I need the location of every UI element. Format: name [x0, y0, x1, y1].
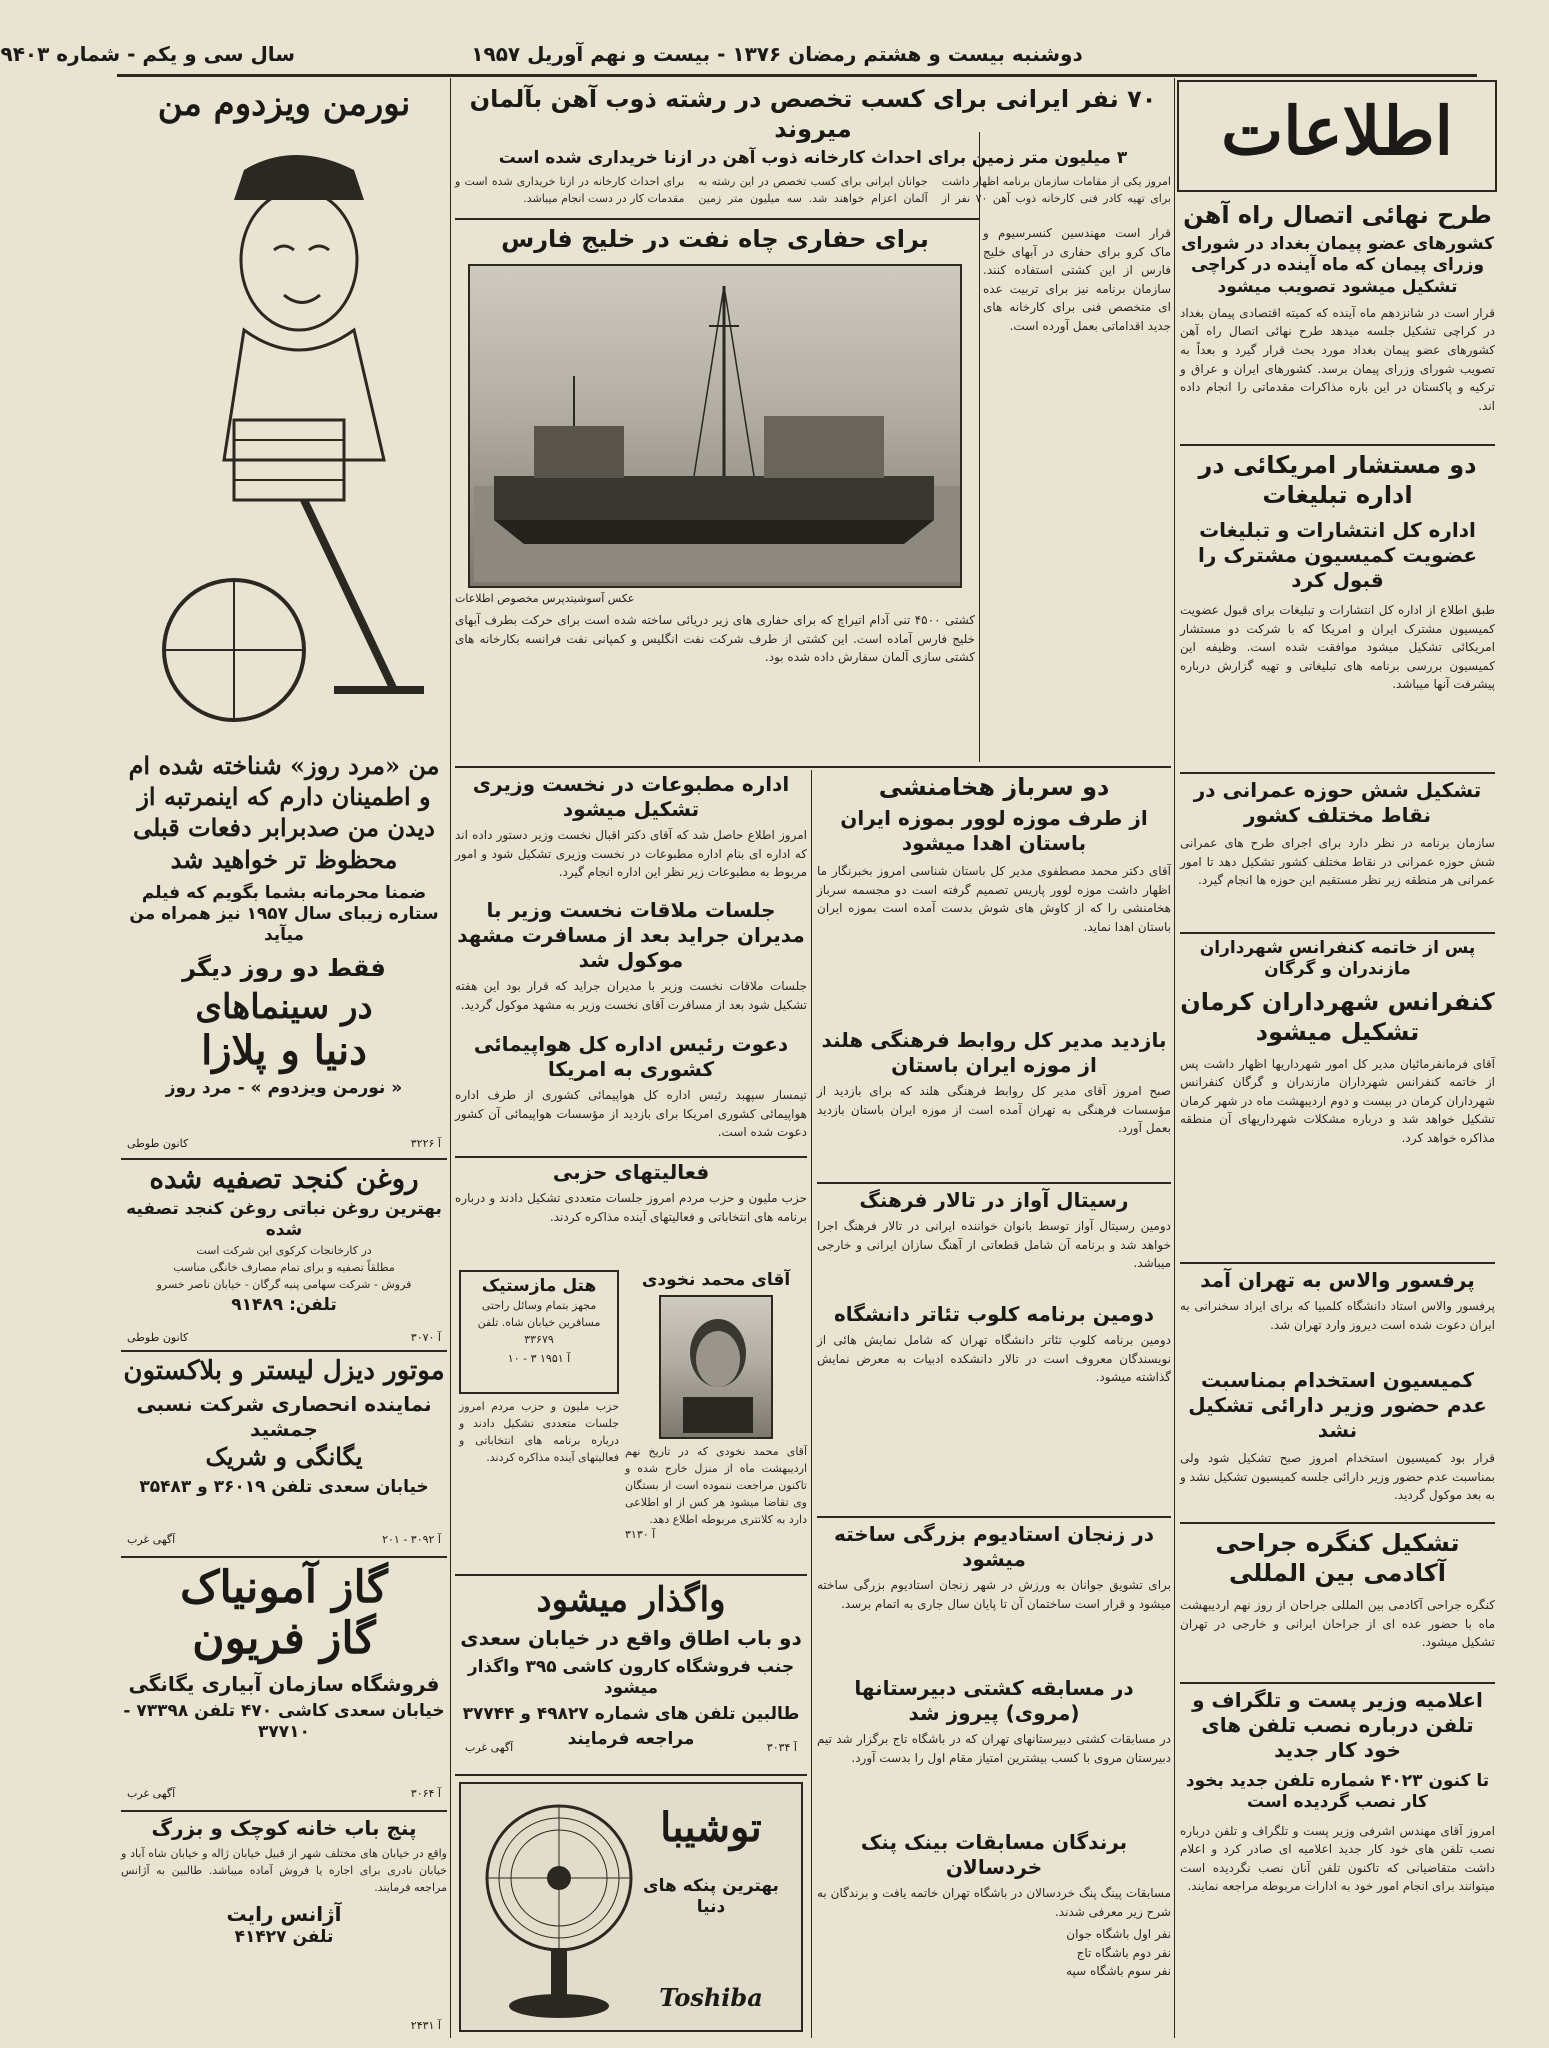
stadium-headline: در زنجان استادیوم بزرگی ساخته میشود: [833, 1522, 1155, 1571]
mayors-body: آقای فرمانفرمائیان مدیر کل امور شهرداریها اظهار داشت پس از خاتمه کنفرانس شهرداران مازندران و گرگان کنفرانس شهرداران کرمان در بیست و دوم اردیبهشت ماه در شهر کرمان تشکیل خواهد شد و درباره مشکلات شهرداریهای آن منطقه مذاکره خواهد کرد.: [1180, 1056, 1495, 1145]
achaemenid-body: آقای دکتر محمد مصطفوی مدیر کل باستان شناسی امروز بخبرنگار ما اظهار داشت موزه لوور پاریس تصمیم گرفته است دو مجسمه سرباز هخامنشی را که از کاوش های شوش بدست آمده است بموزه ایران باستان اهدا نماید.: [817, 864, 1171, 934]
achaemenid-subheadline: از طرف موزه لوور بموزه ایران باستان اهدا میشود: [840, 806, 1148, 855]
advisor-subheadline: اداره کل انتشارات و تبلیغات عضویت کمیسیون مشترک را قبول کرد: [1198, 518, 1477, 592]
diesel-title: موتور دیزل لیستر و بلاکستون: [123, 1356, 445, 1386]
hotel-title: هتل مازستیک: [481, 1276, 597, 1296]
houses-title: پنج باب خانه کوچک و بزرگ: [151, 1816, 417, 1840]
winners-headline: برندگان مسابقات بینک پنک خردسالان: [860, 1830, 1128, 1879]
portrait-code: آ ۳۱۳۰: [625, 1528, 656, 1542]
norman-illustration: [124, 130, 444, 750]
issue-date: دوشنبه بیست و هشتم رمضان ۱۳۷۶ - بیست و نهم آوریل ۱۹۵۷: [471, 42, 1083, 66]
fan-icon: [469, 1788, 649, 2028]
aviation-article: [455, 1032, 807, 1152]
meetings-article: [455, 898, 807, 1028]
mayors-kicker: پس از خاتمه کنفرانس شهرداران مازندران و گرگان: [1199, 938, 1476, 980]
dutch-body: صبح امروز آقای مدیر کل روابط فرهنگی هلند که برای بازدید از مؤسسات فرهنگی به تهران آمده است از موزه ایران باستان بازدید بعمل آورد.: [817, 1084, 1171, 1136]
telephone-subheadline: تا کنون ۴۰۲۳ شماره تلفن جدید بخود کار نصب گردیده است: [1185, 1771, 1490, 1813]
development-headline: تشکیل شش حوزه عمرانی در نقاط مختلف کشور: [1193, 778, 1482, 827]
norman-note: ضمنا محرمانه بشما بگویم که فیلم ستاره زیبای سال ۱۹۵۷ نیز همراه من میآید: [129, 882, 439, 946]
dutch-headline: بازدید مدیر کل روابط فرهنگی هلند از موزه ایران باستان: [821, 1028, 1167, 1077]
portrait-illustration: [665, 1297, 771, 1433]
aviation-body: تیمسار سپهبد رئیس اداره کل هواپیمائی کشوری از طرف اداره هواپیمائی کشوری امریکا برای بازدید از مؤسسات هواپیمائی آن کشور دعوت شده است.: [455, 1088, 807, 1140]
wallace-headline: پرفسور والاس به تهران آمد: [1200, 1268, 1475, 1292]
railway-subheadline: کشورهای عضو پیمان بغداد در شورای وزرای پیمان که ماه آینده در کراچی تشکیل میشود تصویب میشود: [1180, 234, 1495, 297]
cinema-names: دنیا و پلازا: [201, 1026, 367, 1074]
norman-agency: کانون طوطی: [127, 1137, 189, 1150]
aviation-headline: دعوت رئیس اداره کل هواپیمائی کشوری به امریکا: [473, 1032, 789, 1081]
rent-ad: [455, 1580, 807, 1770]
meetings-headline: جلسات ملاقات نخست وزیر با مدیران جراید بعد از مسافرت مشهد موکول شد: [457, 898, 805, 972]
meetings-body: جلسات ملاقات نخست وزیر با مدیران جراید که قرار بود این هفته تشکیل شود بعد از مسافرت آقای نخست وزیر به مشهد موکول گردید.: [455, 979, 807, 1012]
gas-ad: [121, 1562, 447, 1806]
advisor-article: [1180, 450, 1495, 770]
railway-headline: طرح نهائی اتصال راه آهن: [1183, 201, 1492, 229]
diesel-agency: آگهی غرب: [127, 1533, 176, 1546]
parties-more-body: حزب ملیون و حزب مردم امروز جلسات متعددی تشکیل دادند و درباره برنامه های انتخاباتی و فعالیتهای آینده مذاکره کردند.: [459, 1400, 619, 1465]
norman-title: نورمن ویزدوم من: [157, 84, 411, 124]
winner-1: نفر اول باشگاه جوان: [1066, 1927, 1171, 1942]
houses-ad: [121, 1816, 447, 2036]
winner-2: نفر دوم باشگاه تاج: [1076, 1945, 1171, 1960]
parties-continued: [459, 1398, 619, 1568]
development-body: سازمان برنامه در نظر دارد برای اجرای طرح های عمرانی شش حوزه عمرانی در نقاط مختلف کشور تشکیل دهد تا امور عمرانی هر منطقه زیر نظر مستقیم این حوزه ها انجام گیرد.: [1180, 836, 1495, 888]
achaemenid-article: [817, 772, 1171, 1022]
oil-side-article: [983, 224, 1171, 764]
schools-body: در مسابقات کشتی دبیرستانهای تهران که در باشگاه تاج برگزار شد تیم دبیرستان مروی با کسب بیشترین امتیاز مقام اول را بدست آورد.: [817, 1732, 1171, 1765]
mayors-article: [1180, 938, 1495, 1258]
toshiba-brand-latin: Toshiba: [659, 1983, 763, 2012]
telephone-body: امروز آقای مهندس اشرفی وزیر پست و تلگراف و تلفن درباره نصب تلفن های خود کار جدید اعلامیه ای صادر کرد و اعلام داشت متقاضیانی که تاکنون تلفن آنان نصب نگردیده است میتوانند برای انجام امور خود به ادارات مربوطه مراجعه نمایند.: [1180, 1823, 1495, 1894]
toshiba-brand-fa: توشیبا: [660, 1804, 762, 1851]
recital-article: [817, 1188, 1171, 1298]
gas-code: آ ۳۰۶۴: [410, 1787, 441, 1800]
winner-3: نفر سوم باشگاه سپه: [1066, 1964, 1171, 1979]
theatre-article: [817, 1302, 1171, 1512]
oil-ad-agency: کانون طوطی: [127, 1331, 189, 1344]
norman-film: « نورمن ویزدوم » - مرد روز: [165, 1077, 403, 1098]
winners-body: مسابقات پینگ پنگ خردسالان در باشگاه تهران خاتمه یافت و برندگان به شرح زیر معرفی شدند.: [817, 1886, 1171, 1919]
surgery-headline: تشکیل کنگره جراحی آکادمی بین المللی: [1215, 1529, 1460, 1587]
portrait-body: آقای محمد نخودی که در تاریخ نهم اردیبهشت ماه از منزل خارج شده و تاکنون مراجعت ننموده است از بستگان وی تقاضا میشود هر کس از او اطلاعی دارد به کلانتری مربوطه اطلاع دهد.: [625, 1445, 807, 1527]
toshiba-ad: [459, 1782, 803, 2032]
wallace-article: [1180, 1268, 1495, 1364]
surgery-article: [1180, 1528, 1495, 1678]
parties-body: حزب ملیون و حزب مردم امروز جلسات متعددی تشکیل دادند و درباره برنامه های انتخاباتی و فعالیتهای آینده مذاکره کردند.: [455, 1191, 807, 1224]
gas-line-2: گاز فریون: [192, 1613, 376, 1664]
houses-body: واقع در خیابان های مختلف شهر از قبیل خیابان ژاله و خیابان شاه آباد و خیابان نادری برای اجاره یا فروش آماده میباشد. طالبین به آژانس مراجعه فرمایند.: [121, 1847, 447, 1895]
oil-ad-line-2: در کارخانجات کرکوی این شرکت است: [196, 1243, 372, 1257]
parties-headline: فعالیتهای حزبی: [552, 1160, 710, 1184]
oil-ad-title: روغن کنجد تصفیه شده: [149, 1162, 419, 1195]
oil-ad-line-4: فروش - شرکت سهامی پنبه گرگان - خیابان ناصر خسرو: [156, 1277, 412, 1291]
oil-headline: برای حفاری چاه نفت در خلیج فارس: [501, 225, 929, 253]
steel-article: [455, 84, 1171, 216]
telephone-headline: اعلامیه وزیر پست و تلگراف و تلفن درباره نصب تلفن های خود کار جدید: [1192, 1688, 1483, 1762]
diesel-code: آ ۳۰۹۲ - ۲۰۱: [382, 1533, 441, 1546]
oil-body: کشتی ۴۵۰۰ تنی آدام اتیراچ که برای حفاری های زیر دریائی ساخته شده است برای حرکت بطرف آبهای خلیج فارس آماده است. این کشتی از طرف شرکت نفت انگلیس و کمپانی نفت فرانسه بکارخانه های کشتی سازی آلمان سفارش داده شده بود.: [455, 613, 975, 665]
gas-line-4: خیابان سعدی کاشی ۴۷۰ تلفن ۷۳۳۹۸ - ۳۷۷۱۰: [123, 1701, 445, 1743]
recital-headline: رسیتال آواز در تالار فرهنگ: [859, 1188, 1129, 1212]
oil-ad-code: آ ۳۰۷۰: [410, 1331, 441, 1344]
oil-ad-phone: تلفن: ۹۱۴۸۹: [231, 1294, 337, 1315]
toshiba-slogan: بهترین پنکه های دنیا: [643, 1876, 779, 1918]
publications-headline: اداره مطبوعات در نخست وزیری تشکیل میشود: [472, 772, 790, 821]
publications-article: [455, 772, 807, 892]
masthead-box: [1177, 80, 1497, 192]
winners-article: [817, 1830, 1171, 2030]
gas-line-1: گاز آمونیاک: [180, 1562, 388, 1613]
ship-illustration: [474, 266, 960, 582]
portrait-photo: [659, 1295, 773, 1439]
stadium-body: برای تشویق جوانان به ورزش در شهر زنجان استادیوم بزرگی ساخته میشود و قرار است ساختمان آن تا پایان سال جاری به اتمام برسد.: [817, 1578, 1171, 1611]
drilling-ship-photo: [468, 264, 962, 588]
houses-agency: آژانس رایت: [226, 1902, 342, 1927]
houses-phone: تلفن ۴۱۴۲۷: [234, 1927, 334, 1948]
publications-body: امروز اطلاع حاصل شد که آقای دکتر اقبال نخست وزیر دستور داده اند که اداره ای بنام اداره مطبوعات در نخست وزیری تشکیل شود و امور مربوط به مطبوعات زیر نظر این اداره انجام گیرد.: [455, 828, 807, 880]
gas-agency: آگهی غرب: [127, 1787, 176, 1800]
diesel-line-1: نماینده انحصاری شرکت نسبی جمشید: [136, 1392, 432, 1441]
diesel-ad: [121, 1356, 447, 1552]
mayors-headline: کنفرانس شهرداران کرمان تشکیل میشود: [1180, 987, 1495, 1046]
portrait-notice: [625, 1270, 807, 1570]
theatre-headline: دومین برنامه کلوب تئاتر دانشگاه: [833, 1302, 1155, 1326]
recital-body: دومین رسیتال آواز توسط بانوان خواننده ایرانی در تالار فرهنگ اجرا خواهد شد و برنامه آن شامل قطعاتی از آهنگ سازان ایرانی و خارجی میباشد.: [817, 1219, 1171, 1271]
norman-ad: [121, 84, 447, 1154]
sesame-oil-ad: [121, 1162, 447, 1346]
hotel-code: آ ۱۹۵۱ ۳ - ۱۰: [507, 1352, 571, 1366]
norman-code: آ ۳۲۲۶: [410, 1137, 441, 1150]
gas-line-3: فروشگاه سازمان آبیاری یگانگی: [128, 1672, 440, 1696]
oil-article: [455, 224, 975, 764]
achaemenid-headline: دو سرباز هخامنشی: [878, 773, 1110, 801]
steel-body: امروز یکی از مقامات سازمان برنامه اظهار داشت برای تهیه کادر فنی کارخانه ذوب آهن ۷۰ نفر از جوانان ایرانی برای کسب تخصص در این رشته به آلمان اعزام خواهند شد. سه میلیون متر زمین برای احداث کارخانه در ازنا خریداری شده است و مقدمات کار در دست انجام میباشد.: [455, 175, 1171, 206]
advisor-body: طبق اطلاع از اداره کل انتشارات و تبلیغات برای قبول عضویت کمیسیون مشترک ایران و امریکا که با شرکت دو مستشار امریکائی تشکیل میشود موافقت شده است. وظیفه این کمیسیون بررسی برنامه های تبلیغاتی و تهیه گزارش درباره پیشرفت آنها میباشد.: [1180, 603, 1495, 692]
houses-code: آ ۲۴۳۱: [410, 2019, 441, 2032]
rent-title: واگذار میشود: [536, 1580, 726, 1620]
rent-code: آ ۳۰۳۴: [766, 1741, 797, 1754]
rent-line-4: مراجعه فرمایند: [567, 1728, 695, 1749]
norman-quote: من «مرد روز» شناخته شده ام و اطمینان دارم که اینمرتبه از دیدن من صدبرابر دفعات قبلی محظوظ تر خواهید شد: [128, 751, 440, 874]
steel-headline: ۷۰ نفر ایرانی برای کسب تخصص در رشته ذوب آهن بآلمان میروند: [469, 85, 1157, 143]
theatre-body: دومین برنامه کلوب تئاتر دانشگاه تهران که شامل نمایش هائی از نویسندگان معروف است در تالار دانشکده ادبیات به معرض نمایش گذاشته میشود.: [817, 1333, 1171, 1385]
portrait-title: آقای محمد نخودی: [641, 1270, 791, 1290]
surgery-body: کنگره جراحی آکادمی بین المللی جراحان از روز نهم اردیبهشت ماه با حضور عده ای از جراحان ایرانی و خارجی در تهران تشکیل میشود.: [1180, 1598, 1495, 1650]
wallace-body: پرفسور والاس استاد دانشگاه کلمبیا که برای ایراد سخنرانی به ایران دعوت شده است دیروز وارد تهران شد.: [1180, 1299, 1495, 1332]
railway-article: [1180, 200, 1495, 440]
schools-article: [817, 1676, 1171, 1826]
stadium-article: [817, 1522, 1171, 1672]
development-article: [1180, 778, 1495, 928]
dutch-article: [817, 1028, 1171, 1178]
advisor-headline: دو مستشار امریکائی در اداره تبلیغات: [1198, 451, 1477, 509]
oil-ad-line-3: مطلقاً تصفیه و برای تمام مصارف خانگی مناسب: [173, 1260, 395, 1274]
rent-line-1: دو باب اطاق واقع در خیابان سعدی: [460, 1626, 802, 1650]
oil-side-body: قرار است مهندسین کنسرسیوم و ماک کرو برای حفاری در آبهای خلیج فارس از این کشتی استفاده کنند. سازمان برنامه نیز برای تربیت عده ای متخصص فنی برای کارخانه های جدید اقداماتی بعمل آورده است.: [983, 226, 1171, 333]
commission-article: [1180, 1368, 1495, 1518]
issue-number: سال سی و یکم - شماره ۹۴۰۳: [0, 42, 295, 66]
rent-line-3: طالبین تلفن های شماره ۴۹۸۲۷ و ۳۷۷۴۴: [462, 1703, 800, 1724]
norman-last-days: فقط دو روز دیگر: [182, 953, 386, 982]
hotel-body: مجهز بتمام وسائل راحتی مسافرین خیابان شاه. تلفن ۳۳۶۷۹: [477, 1299, 601, 1347]
railway-body: قرار است در شانزدهم ماه آینده که کمیته اقتصادی پیمان بغداد در کراچی تشکیل جلسه میدهد طرح نهائی اتصال راه آهن کشورهای عضو پیمان بغداد مورد بحث قرار گیرد و بعداً به تصویب شورای وزرای پیمان برسد. کشورهای ایران و عراق و ترکیه و پاکستان در این باره مذاکرات مقدماتی را انجام داده اند.: [1180, 305, 1495, 413]
oil-ad-line-1: بهترین روغن نباتی روغن کنجد تصفیه شده: [126, 1199, 442, 1241]
steel-subheadline: ۳ میلیون متر زمین برای احداث کارخانه ذوب آهن در ازنا خریداری شده است: [498, 148, 1128, 168]
rent-line-2: جنب فروشگاه کارون کاشی ۳۹۵ واگذار میشود: [467, 1657, 795, 1699]
diesel-line-3: خیابان سعدی تلفن ۳۶۰۱۹ و ۳۵۴۸۳: [139, 1477, 429, 1497]
parties-article: [455, 1160, 807, 1270]
hotel-ad: [459, 1270, 619, 1394]
cinema-label: در سینماهای: [195, 986, 373, 1027]
commission-body: قرار بود کمیسیون استخدام امروز صبح تشکیل شود ولی بمناسبت عدم حضور وزیر دارائی جلسه کمیسیون تشکیل نشد و به بعد موکول گردید.: [1180, 1451, 1495, 1503]
photo-caption: عکس آسوشیتدپرس مخصوص اطلاعات: [455, 592, 635, 605]
telephone-article: [1180, 1688, 1495, 2028]
masthead-title: اطلاعات: [1221, 92, 1453, 170]
schools-headline: در مسابقه کشتی دبیرستانها (مروی) پیروز شد: [854, 1676, 1134, 1725]
commission-headline: کمیسیون استخدام بمناسبت عدم حضور وزیر دارائی تشکیل نشد: [1188, 1368, 1487, 1442]
diesel-line-2: یگانگی و شریک: [205, 1442, 363, 1471]
rent-agency: آگهی غرب: [465, 1741, 514, 1754]
